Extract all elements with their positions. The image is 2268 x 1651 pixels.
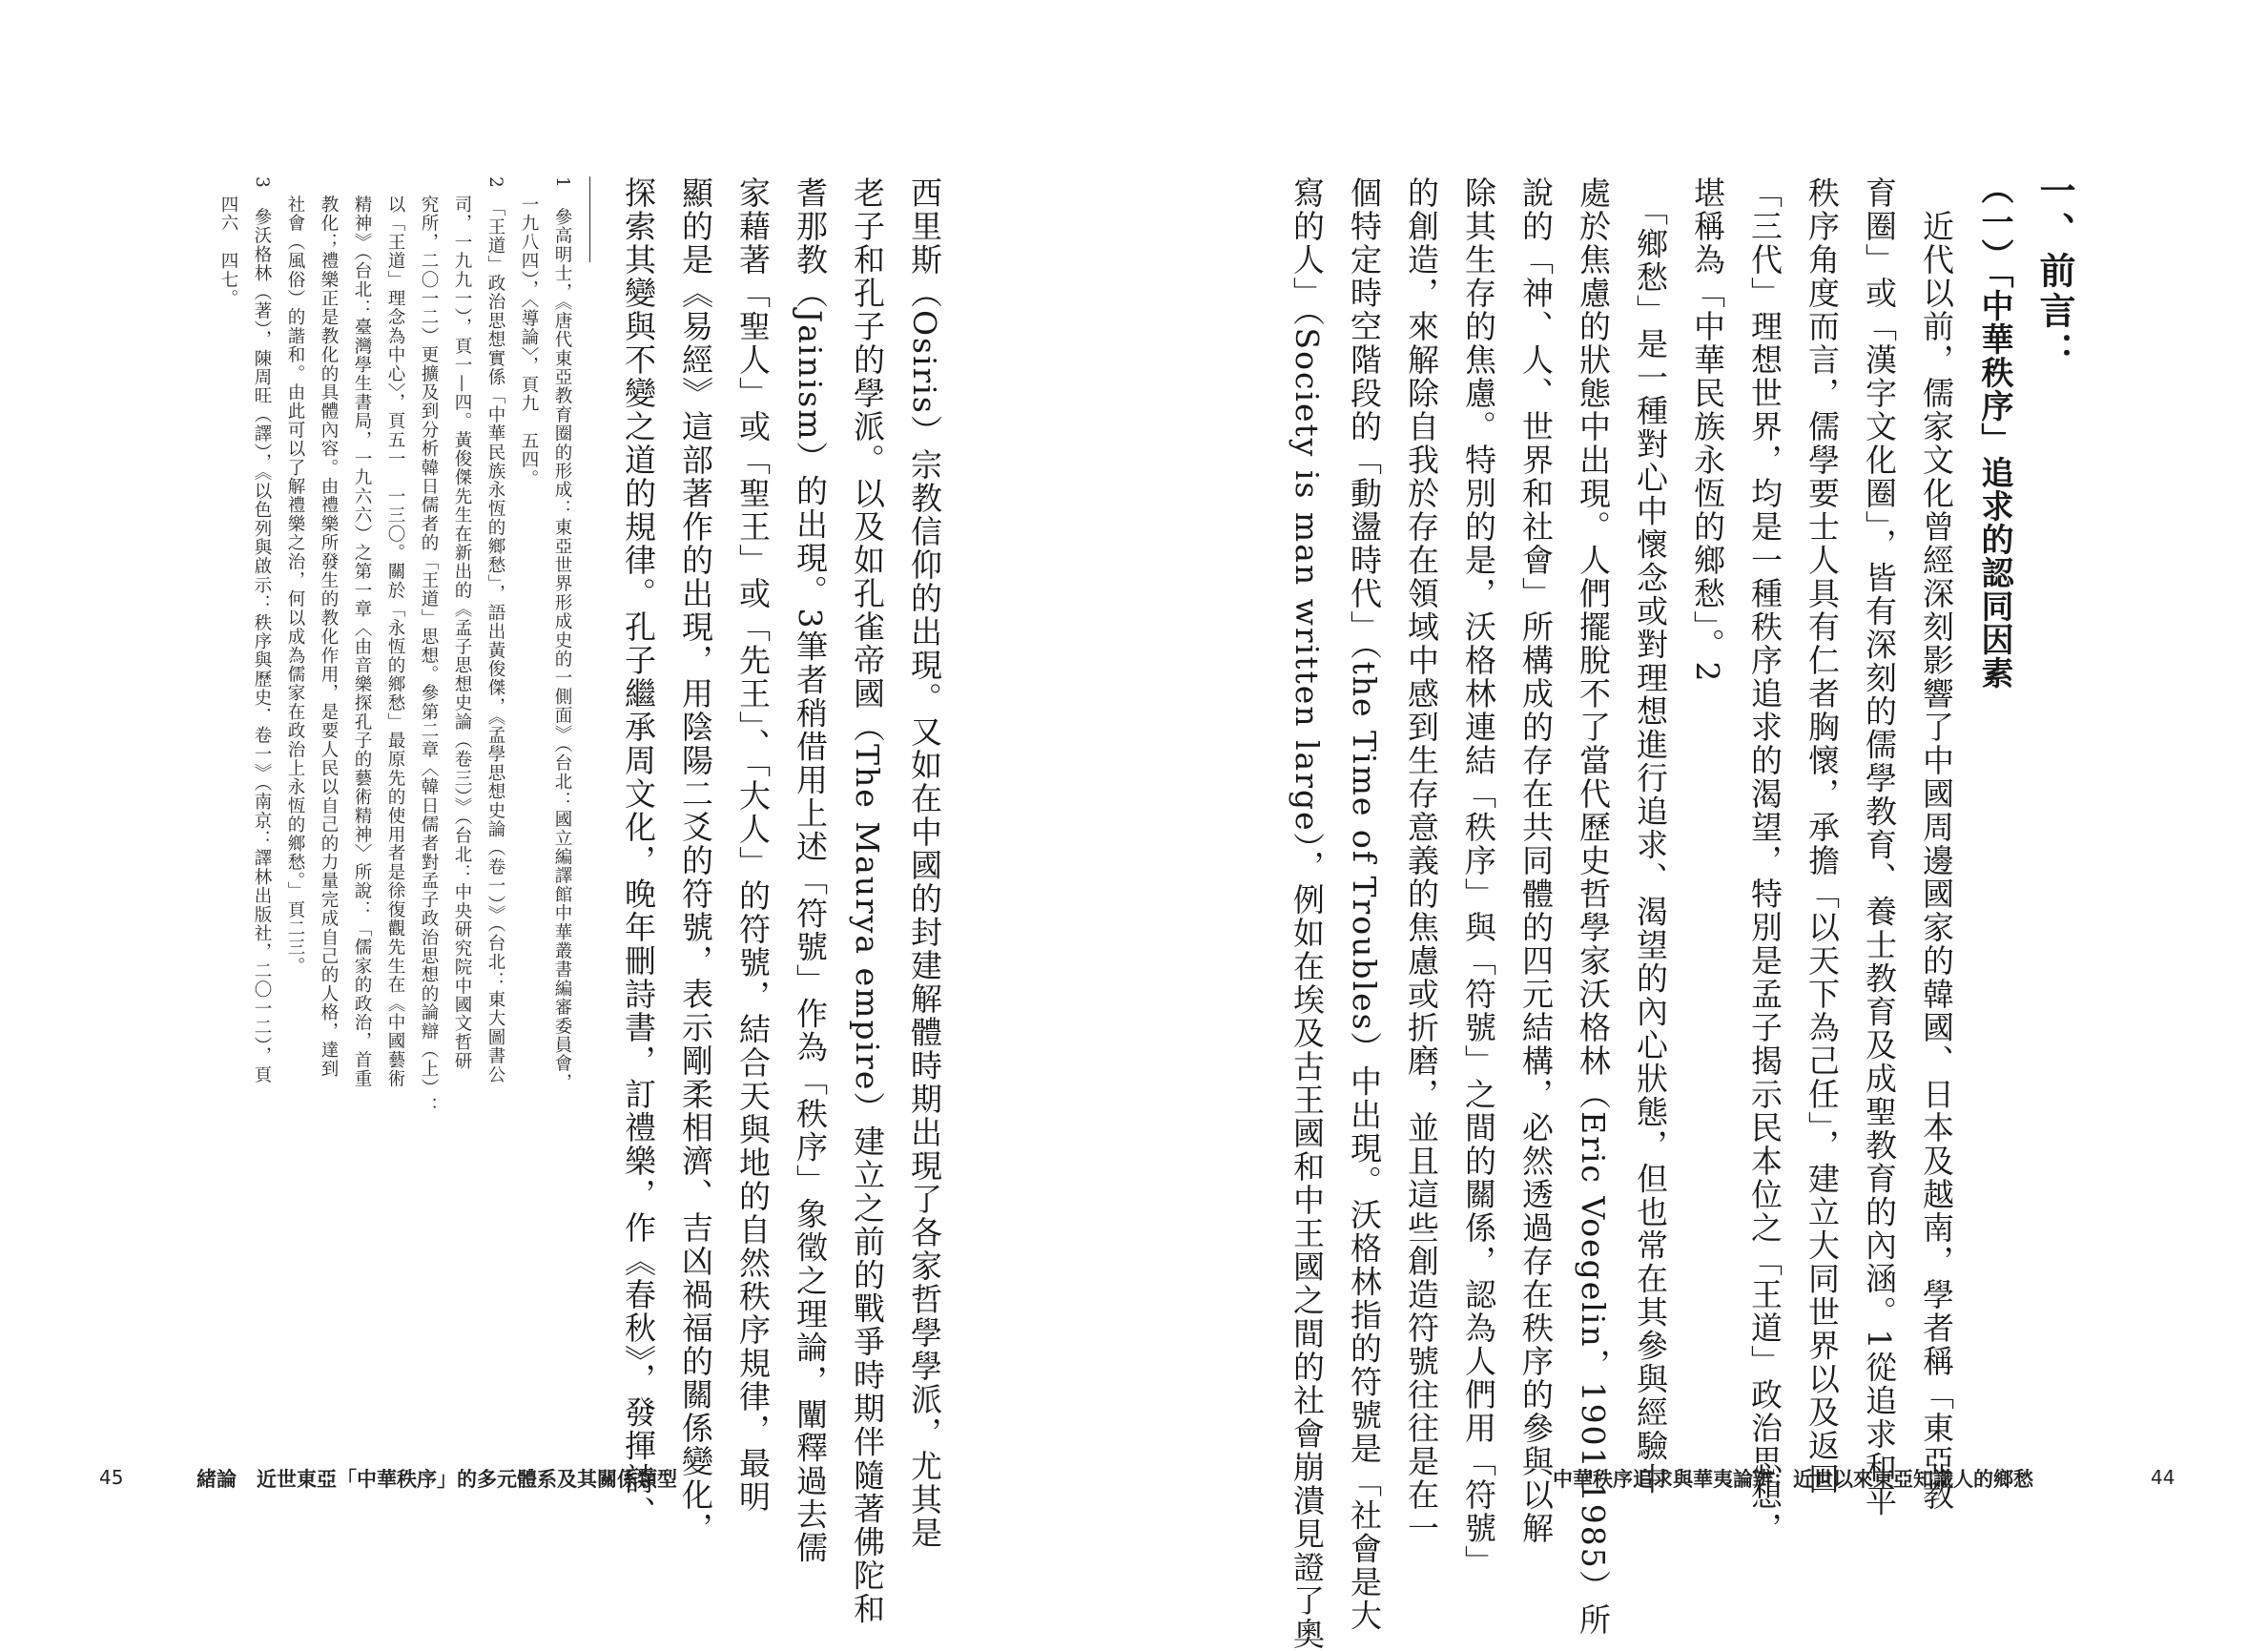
body-column: 家藉著「聖人」或「聖王」或「先王」、「大人」的符號，結合天與地的自然秩序規律，最明: [734, 176, 772, 1514]
body-column: 近代以前，儒家文化曾經深刻影響了中國周邊國家的韓國、日本及越南，學者稱「東亞教: [1918, 176, 1955, 1512]
footnote-line: 教化；禮樂正是教化的具體內容。由禮樂所發生的教化作用，是要人民以自己的力量完成自己的人格，達到: [319, 176, 339, 1079]
body-column: 探索其變與不變之道的規律。孔子繼承周文化，晚年刪詩書，訂禮樂，作《春秋》，發揮詩、: [620, 176, 657, 1530]
body-column: 除其生存的焦慮。特別的是，沃格林連結「秩序」與「符號」之間的關係，認為人們用「符號」: [1460, 176, 1497, 1579]
footnote-line: 一九八四），〈導論〉，頁九 五四。: [519, 176, 539, 488]
footnote-line: 究所，二〇一二）更擴及到分析韓日儒者的「王道」思想。參第二章〈韓日儒者對孟子政治思想的論辯（上）：: [419, 176, 439, 1116]
footnote-line: 1 參高明士，《唐代東亞教育圈的形成：東亞世界形成史的一側面》（台北：國立編譯館中華叢書編審委員會，: [552, 176, 572, 1092]
body-column: 秩序角度而言，儒學要士人具有仁者胸懷，承擔「以天下為己任」，建立大同世界以及返回: [1804, 176, 1841, 1496]
footnote-line: 精神》（台北：臺灣學生書局，一九六六）之第一章〈由音樂探孔子的藝術精神〉所說：「儒家的政治，首重: [352, 176, 372, 1089]
page-number: 44: [2151, 1466, 2175, 1489]
page-number: 45: [99, 1466, 124, 1489]
running-footer: 中華秩序追求與華夷論辨：近世以來東亞知識人的鄉愁: [1553, 1468, 2033, 1491]
body-column: 耆那教（Jainism）的出現。3筆者稍借用上述「符號」作為「秩序」象徵之理論，闡釋過去儒: [792, 176, 829, 1565]
right-page: [1134, 0, 2268, 1651]
footnote-line: 3 參沃格林（著），陳周旺（譯），《以色列與啟示：秩序與歷史．卷一》（南京：譯林出版社，二〇一二），頁: [252, 176, 272, 1084]
body-column: 個特定時空階段的「動盪時代」（the Time of Troubles）中出現。沃格林指的符號是「社會是大: [1346, 176, 1383, 1633]
body-column: 寫的人」（Society is man written large），例如在埃及古王國和中王國之間的社會崩潰見證了奧: [1289, 176, 1326, 1651]
body-column: 「鄉愁」是一種對心中懷念或對理想進行追求、渴望的內心狀態，但也常在其參與經驗中: [1632, 176, 1669, 1496]
body-column: 的創造，來解除自我於存在領域中感到生存意義的焦慮或折磨，並且這些創造符號往往是在一: [1403, 176, 1440, 1545]
footnote-line: 司，一九九一），頁一—四。黃俊傑先生在新出的《孟子思想史論（卷三）》（台北：中央研究院中國文哲研: [452, 176, 472, 1071]
footnote-line: 2 「王道」政治思想實係「中華民族永恆的鄉愁」，語出黃俊傑，《孟學思想史論（卷一）》（台北：東大圖書公: [485, 176, 505, 1084]
running-footer: 緒論 近世東亞「中華秩序」的多元體系及其關係類型: [196, 1468, 677, 1491]
body-column: 堪稱為「中華民族永恆的鄉愁」。2: [1689, 176, 1726, 684]
body-column: 育圈」或「漢字文化圈」，皆有深刻的儒學教育、養士教育及成聖教育的內涵。1從追求和平: [1861, 176, 1898, 1518]
footnote-line: 以「王道」理念為中心〉，頁五一 一三〇。關於「永恆的鄉愁」最原先的使用者是徐復觀先生在《中國藝術: [385, 176, 405, 1089]
body-column: 老子和孔子的學派。以及如孔雀帝國（The Maurya empire）建立之前的戰爭時期伴隨著佛陀和: [849, 176, 886, 1626]
sub-heading: （一）「中華秩序」追求的認同因素: [1975, 172, 2013, 690]
body-column: 「三代」理想世界，均是一種秩序追求的渴望，特別是孟子揭示民本位之「王道」政治思想，: [1746, 176, 1783, 1545]
body-column: 西里斯（Osiris）宗教信仰的出現。又如在中國的封建解體時期出現了各家哲學學派，尤其是: [906, 176, 943, 1550]
body-column: 說的「神、人、世界和社會」所構成的存在共同體的四元結構，必然透過存在秩序的參與以解: [1517, 176, 1555, 1545]
footnote-line: 四六 四七。: [218, 176, 238, 308]
footnote-line: 社會（風俗）的諧和。由此可以了解禮樂之治，何以成為儒家在政治上永恆的鄉愁。」頁二三。: [285, 176, 305, 976]
body-column: 顯的是《易經》這部著作的出現，用陰陽二爻的符號，表示剛柔相濟、吉凶禍福的關係變化，: [677, 176, 714, 1545]
footnote-divider: [589, 176, 590, 262]
left-page: [0, 0, 1134, 1626]
section-heading: 一、前言：: [2033, 172, 2075, 372]
body-column: 處於焦慮的狀態中出現。人們擺脫不了當代歷史哲學家沃格林（Eric Voegelin，1901-1985）所: [1575, 176, 1612, 1637]
